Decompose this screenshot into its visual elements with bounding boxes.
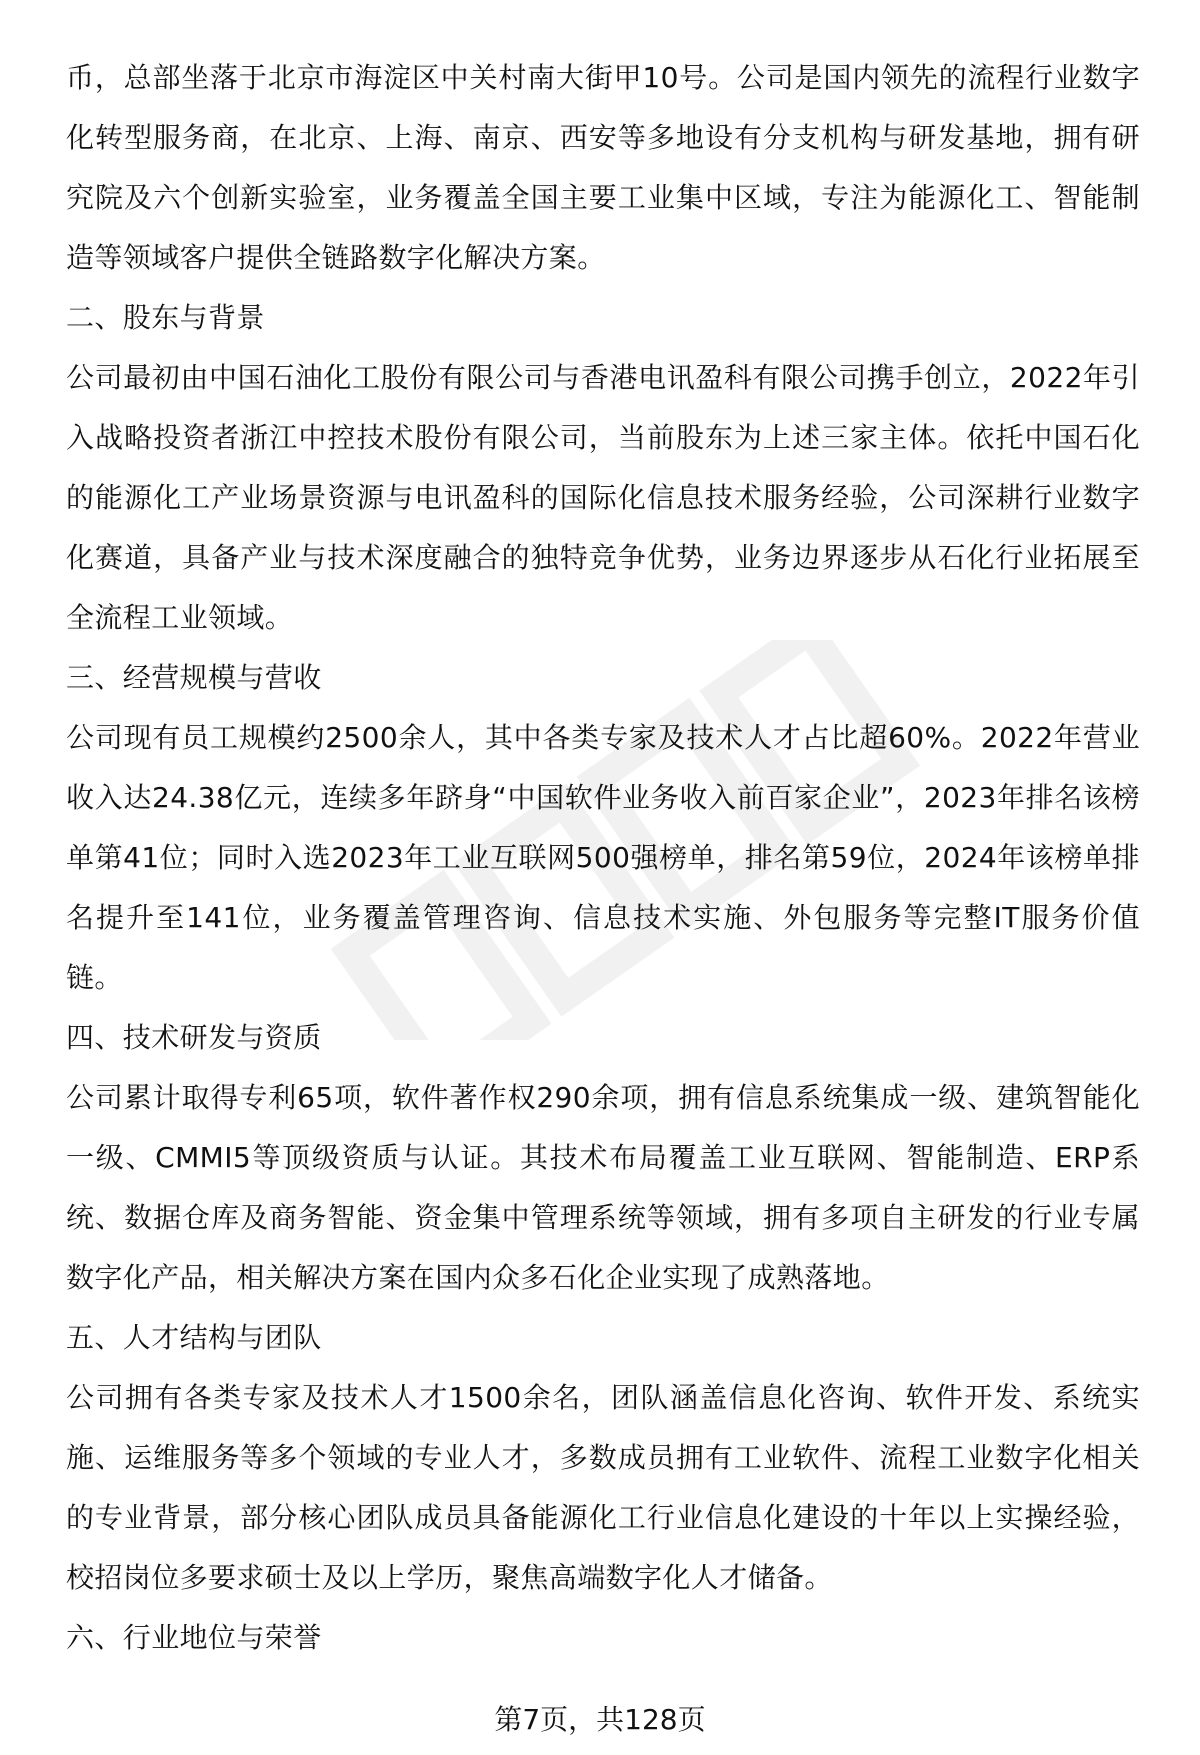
section-heading-shareholders: 二、股东与背景 [66,301,265,334]
section-heading-talent-team: 五、人才结构与团队 [66,1321,322,1354]
paragraph-intro-continued: 币，总部坐落于北京市海淀区中关村南大街甲10号。公司是国内领先的流程行业数字化转型服务商，在北京、上海、南京、西安等多地设有分支机构与研发基地，拥有研究院及六个创新实验室，业务覆盖全国主要工业集中区域，专注为能源化工、智能制造等领域客户提供全链路数字化解决方案。 [66,61,1140,274]
document-body [66,48,1140,1668]
paragraph-rd-qualifications: 公司累计取得专利65项，软件著作权290余项，拥有信息系统集成一级、建筑智能化一级、CMMI5等顶级资质与认证。其技术布局覆盖工业互联网、智能制造、ERP系统、数据仓库及商务智能、资金集中管理系统等领域，拥有多项自主研发的行业专属数字化产品，相关解决方案在国内众多石化企业实现了成熟落地。 [66,1081,1140,1294]
paragraph-scale-revenue: 公司现有员工规模约2500余人，其中各类专家及技术人才占比超60%。2022年营业收入达24.38亿元，连续多年跻身“中国软件业务收入前百家企业”，2023年排名该榜单第41位；同时入选2023年工业互联网500强榜单，排名第59位，2024年该榜单排名提升至141位，业务覆盖管理咨询、信息技术实施、外包服务等完整IT服务价值链。 [66,721,1140,994]
document-page [66,0,1140,1755]
paragraph-shareholders: 公司最初由中国石油化工股份有限公司与香港电讯盈科有限公司携手创立，2022年引入战略投资者浙江中控技术股份有限公司，当前股东为上述三家主体。依托中国石化的能源化工产业场景资源与电讯盈科的国际化信息技术服务经验，公司深耕行业数字化赛道，具备产业与技术深度融合的独特竞争优势，业务边界逐步从石化行业拓展至全流程工业领域。 [66,361,1140,634]
section-heading-industry-status: 六、行业地位与荣誉 [66,1621,322,1654]
section-heading-rd-qualifications: 四、技术研发与资质 [66,1021,322,1054]
section-heading-scale-revenue: 三、经营规模与营收 [66,661,322,694]
page-footer: 第7页，共128页 [494,1703,706,1736]
paragraph-talent-team: 公司拥有各类专家及技术人才1500余名，团队涵盖信息化咨询、软件开发、系统实施、运维服务等多个领域的专业人才，多数成员拥有工业软件、流程工业数字化相关的专业背景，部分核心团队成员具备能源化工行业信息化建设的十年以上实操经验，校招岗位多要求硕士及以上学历，聚焦高端数字化人才储备。 [66,1381,1140,1594]
